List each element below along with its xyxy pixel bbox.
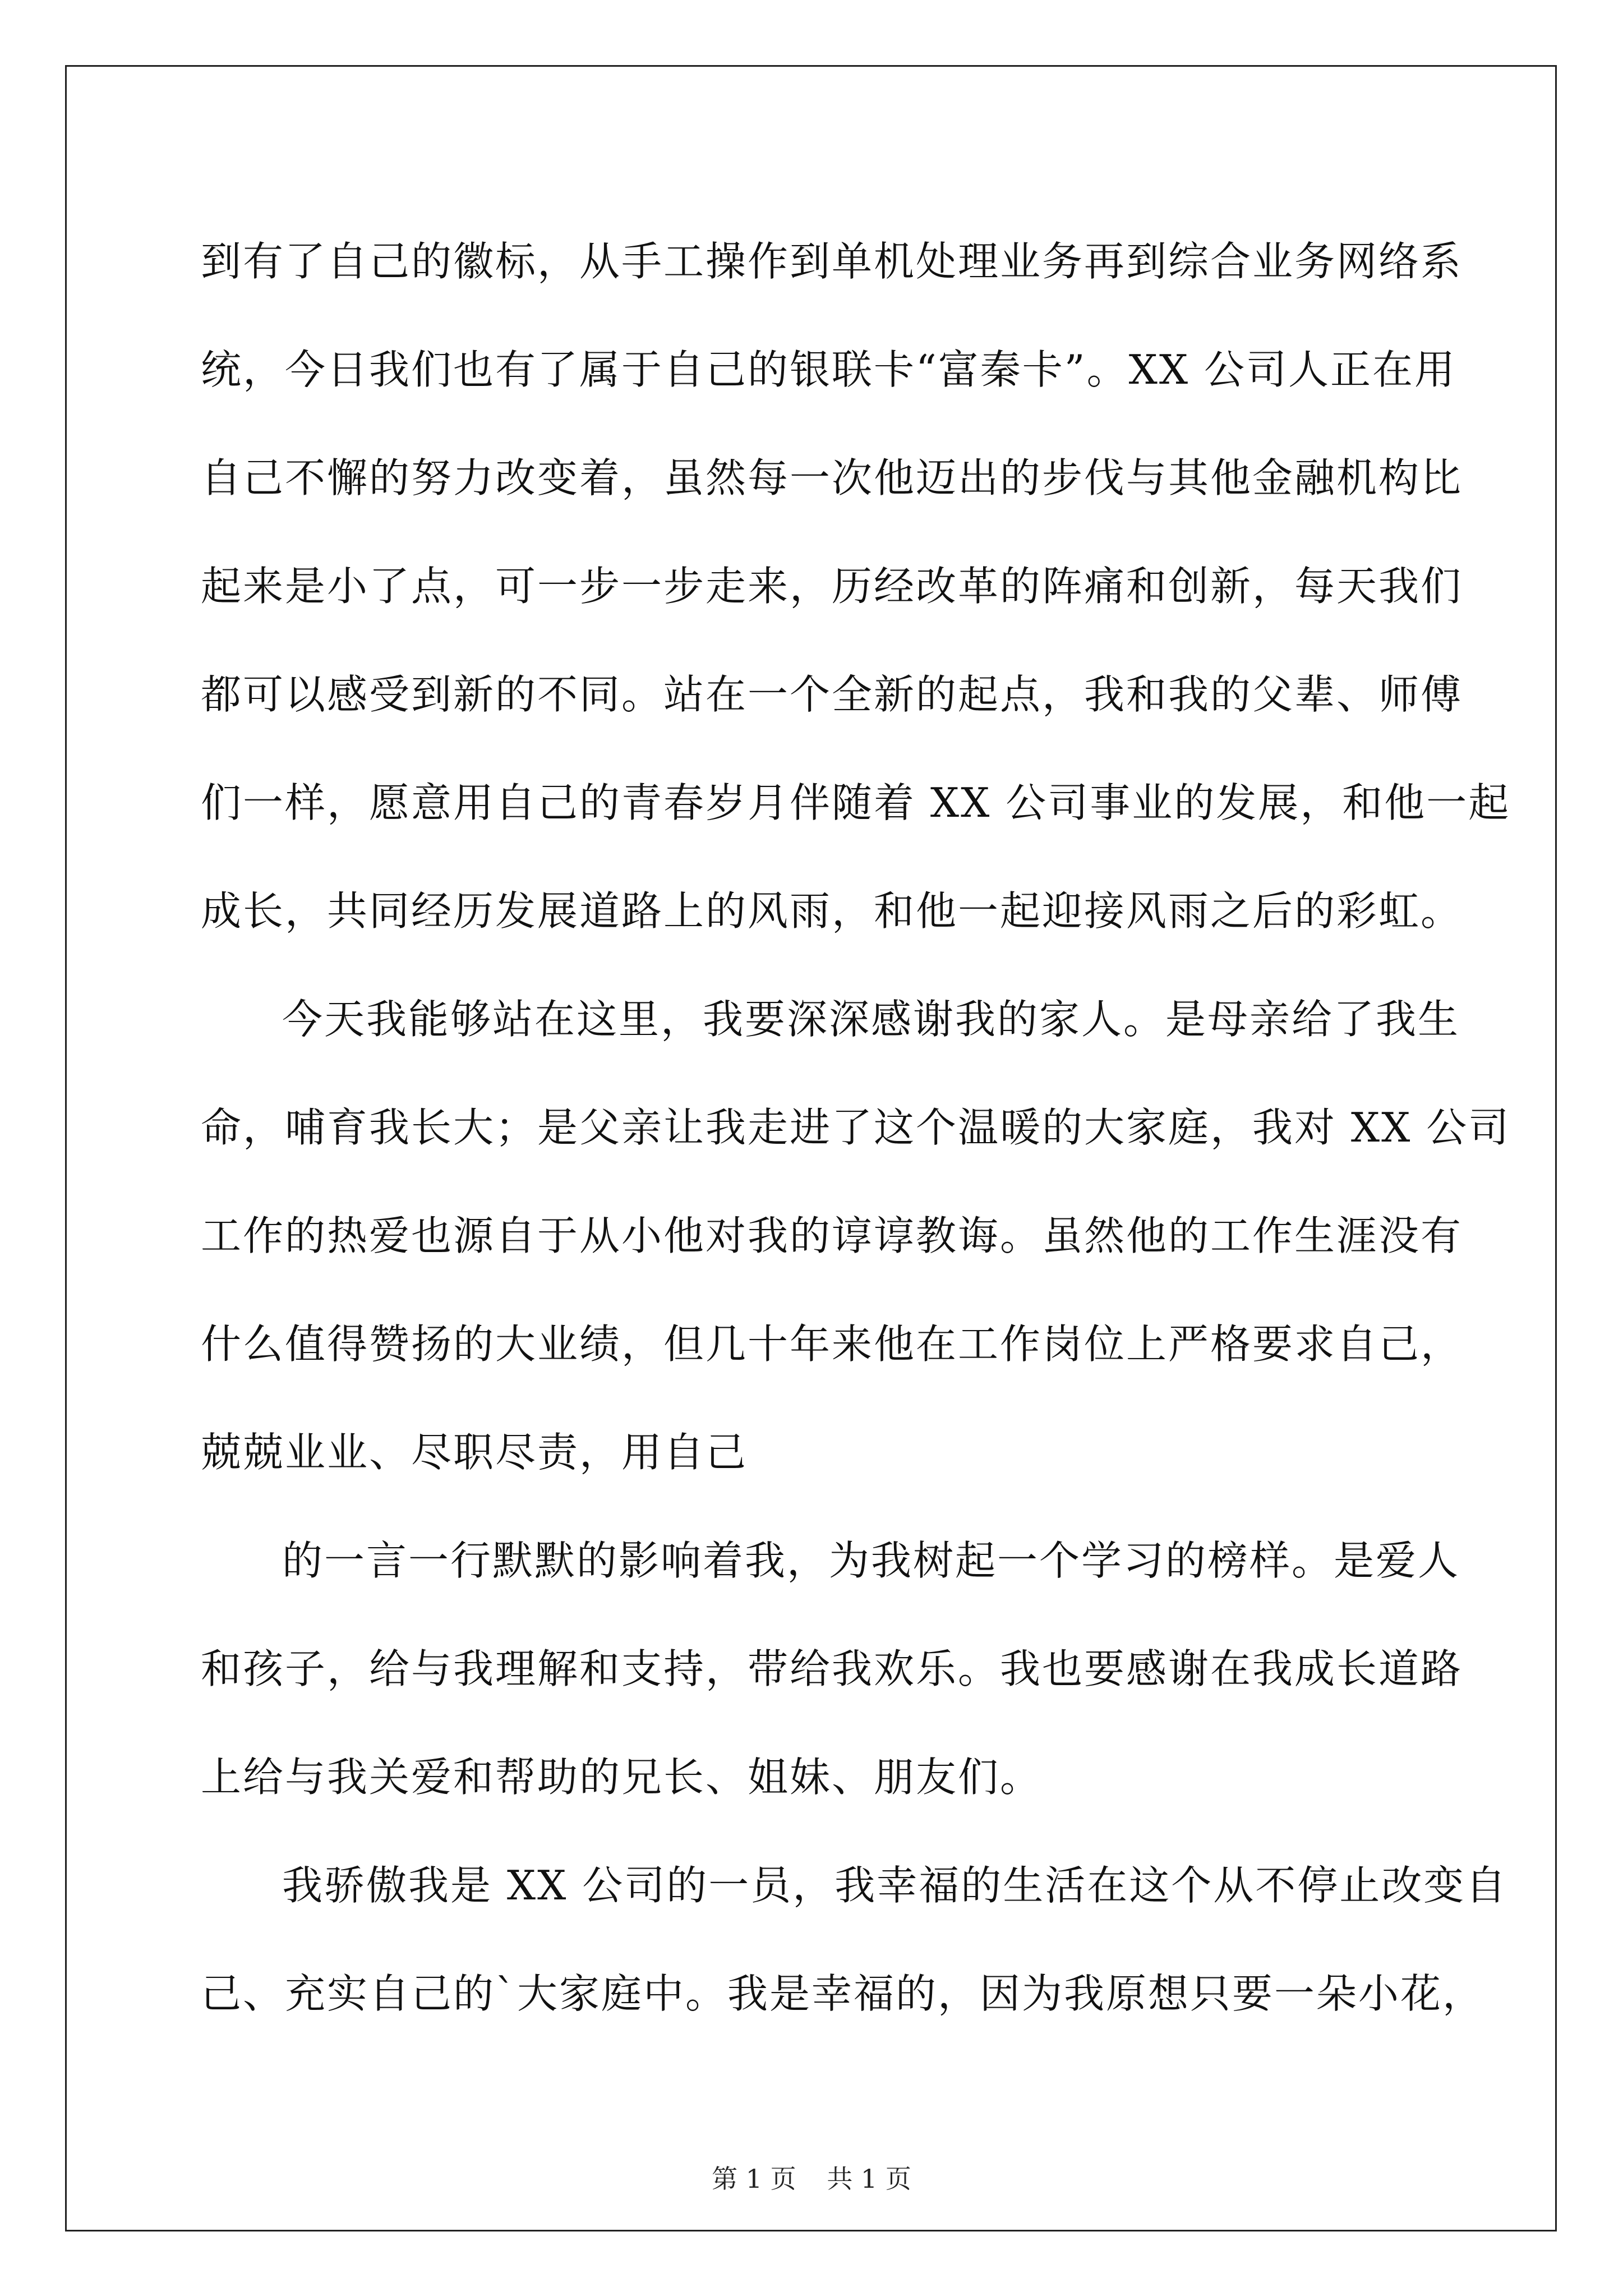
text-line: 兢兢业业、尽职尽责，用自己 <box>201 1429 748 1476</box>
text-line: 我骄傲我是 XX 公司的一员，我幸福的生活在这个从不停止改变自 <box>282 1862 1508 1909</box>
text-line: 今天我能够站在这里，我要深深感谢我的家人。是母亲给了我生 <box>282 996 1460 1043</box>
text-line: 自己不懈的努力改变着，虽然每一次他迈出的步伐与其他金融机构比 <box>201 454 1463 501</box>
text-line: 到有了自己的徽标，从手工操作到单机处理业务再到综合业务网络系 <box>201 238 1463 285</box>
page-number: 第 1 页 <box>712 2164 796 2194</box>
text-line: 己、充实自己的`大家庭中。我是幸福的，因为我原想只要一朵小花， <box>201 1970 1485 2017</box>
document-body <box>201 208 1511 2048</box>
text-line: 上给与我关爱和帮助的兄长、姐妹、朋友们。 <box>201 1754 1043 1801</box>
text-line: 什么值得赞扬的大业绩，但几十年来他在工作岗位上严格要求自己， <box>201 1320 1463 1368</box>
page-footer <box>0 2159 1623 2196</box>
text-line: 的一言一行默默的影响着我，为我树起一个学习的榜样。是爱人 <box>282 1537 1460 1584</box>
text-line: 成长，共同经历发展道路上的风雨，和他一起迎接风雨之后的彩虹。 <box>201 887 1463 935</box>
text-line: 们一样，愿意用自己的青春岁月伴随着 XX 公司事业的发展，和他一起 <box>201 779 1511 826</box>
text-line: 和孩子，给与我理解和支持，带给我欢乐。我也要感谢在我成长道路 <box>201 1645 1463 1692</box>
text-line: 命，哺育我长大；是父亲让我走进了这个温暖的大家庭，我对 XX 公司 <box>201 1104 1511 1151</box>
text-line: 工作的热爱也源自于从小他对我的谆谆教诲。虽然他的工作生涯没有 <box>201 1212 1463 1259</box>
text-line: 统，今日我们也有了属于自己的银联卡“富秦卡”。XX 公司人正在用 <box>201 346 1457 393</box>
text-line: 起来是小了点，可一步一步走来，历经改革的阵痛和创新，每天我们 <box>201 563 1463 610</box>
text-line: 都可以感受到新的不同。站在一个全新的起点，我和我的父辈、师傅 <box>201 671 1463 718</box>
page-total: 共 1 页 <box>827 2164 911 2194</box>
